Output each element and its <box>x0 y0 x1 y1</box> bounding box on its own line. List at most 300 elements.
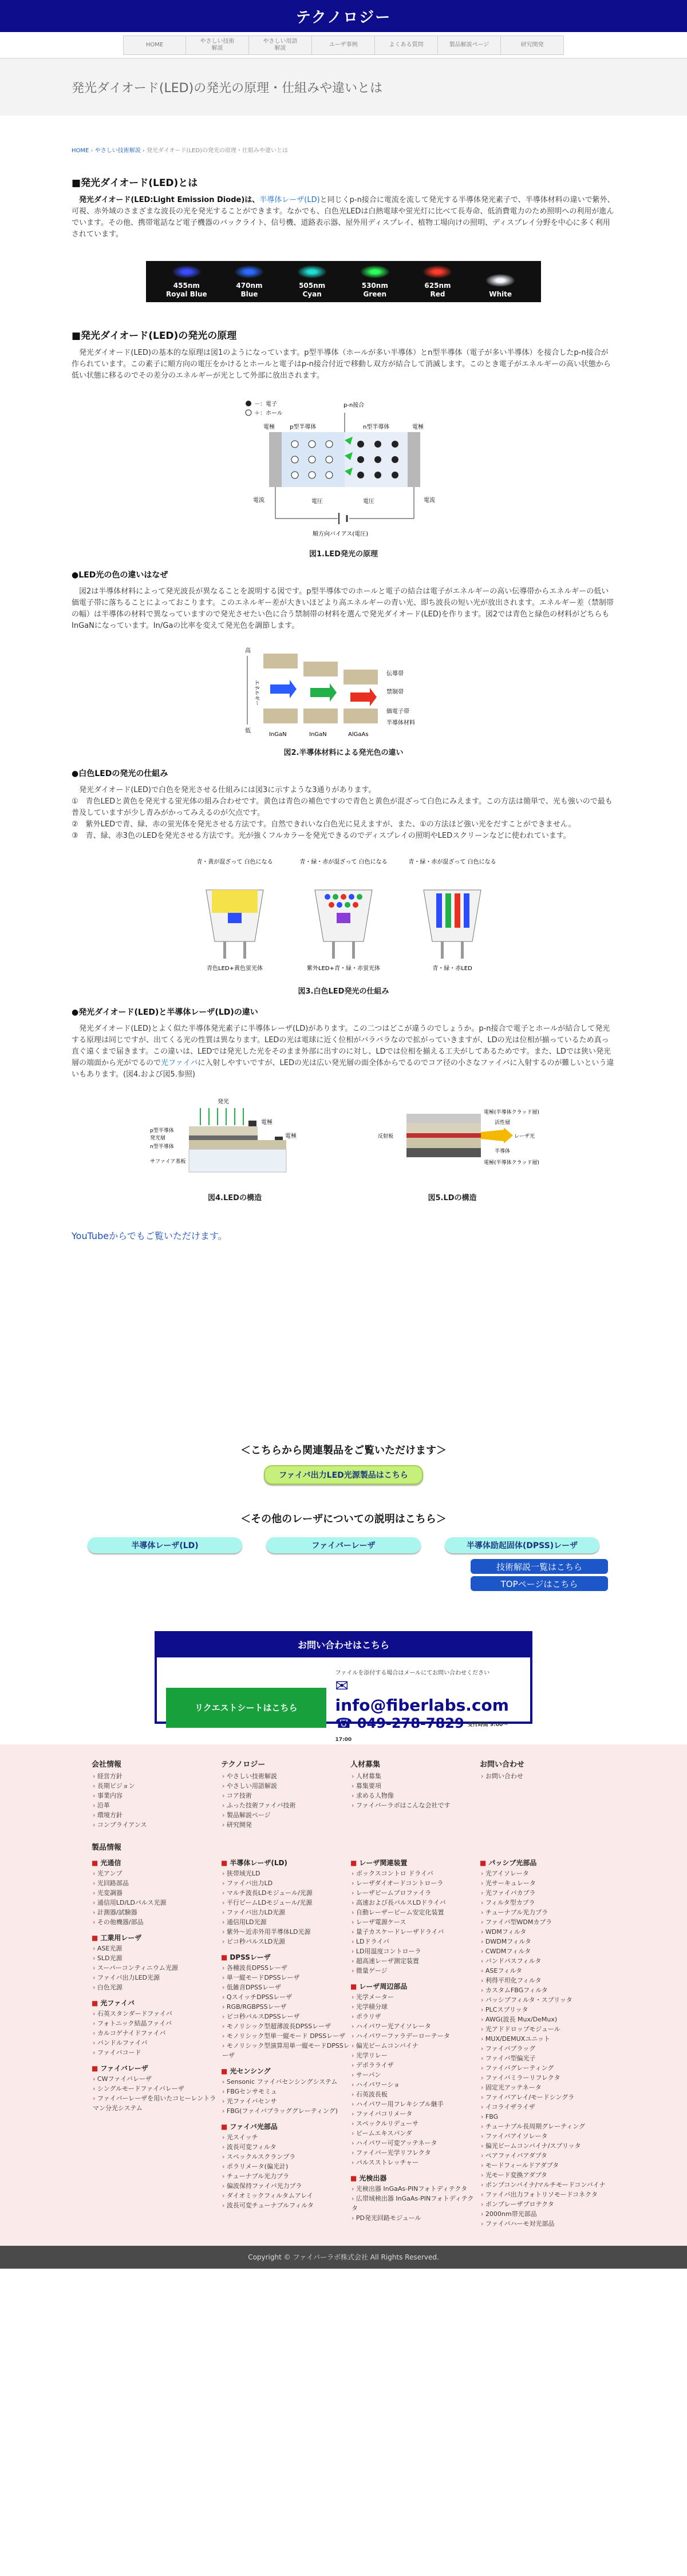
footer-product-link[interactable]: › ハイパワー用フレキシブル継手 <box>350 2099 480 2109</box>
footer-col-0 <box>92 1758 221 1830</box>
footer-product-link[interactable]: › デポラライザ <box>350 2060 480 2070</box>
led-cup-c <box>424 890 481 941</box>
footer-product-link[interactable]: › ファイバ型偏光子 <box>480 2053 609 2063</box>
label-method-c: 青・緑・赤LED <box>432 965 472 972</box>
site-footer <box>0 1744 687 2246</box>
footer-product-link[interactable]: › 平行ビームLDモジュール/光源 <box>221 1898 350 1908</box>
lead-c1 <box>441 941 444 959</box>
led-sample-4 <box>409 266 466 299</box>
contact-phone[interactable] <box>335 1715 521 1747</box>
fiber-led-products-button[interactable]: ファイバ出力LED光源製品はこちら <box>264 1465 423 1485</box>
footer-product-link[interactable]: › DWDMフィルタ <box>480 1937 609 1946</box>
footer-product-link[interactable]: › ハイパワー可変アッテネータ <box>350 2138 480 2148</box>
footer-product-link[interactable]: › カスタムFBGフィルタ <box>480 1985 609 1995</box>
footer-product-link[interactable]: › モノリシック型単一縦モード DPSSレーザ <box>221 2031 350 2041</box>
label-p-layer: p型半導体 <box>150 1128 174 1134</box>
footer-product-link[interactable]: › レーザビームプロファイラ <box>350 1888 480 1898</box>
led-wavelength: 455nm <box>173 282 200 290</box>
footer-product-link[interactable]: › FBG <box>480 2112 609 2122</box>
footer-col-heading: テクノロジー <box>221 1760 266 1769</box>
breadcrumb-sep: › <box>89 148 95 154</box>
active-layer <box>189 1135 258 1140</box>
led-intro-bold: 発光ダイオード(LED:Light Emission Diode)は、 <box>79 196 260 204</box>
lead-a2 <box>243 941 246 959</box>
semiconductor-laser-button[interactable]: 半導体レーザ(LD) <box>88 1537 242 1553</box>
footer-product-link[interactable]: › 光アドドロップモジュール <box>480 2024 609 2034</box>
footer-product-link[interactable]: › 通信用LD光源 <box>221 1917 350 1927</box>
footer-link[interactable]: › やさしい用語解説 <box>221 1781 350 1791</box>
footer-product-link[interactable]: › バンドパスフィルタ <box>480 1956 609 1966</box>
footer-product-category[interactable]: ■ レーザ関連装置 <box>350 1858 480 1867</box>
footer-product-link[interactable]: › ピコ秒パルスDPSSレーザ <box>221 2012 350 2021</box>
footer-product-link[interactable]: › ファイバ出力LD光源 <box>221 1908 350 1917</box>
footer-col-heading: 会社情報 <box>92 1760 122 1769</box>
footer-product-link[interactable]: › レーザダイオードコントローラ <box>350 1878 480 1888</box>
footer-link[interactable]: › やさしい技術解説 <box>221 1771 350 1781</box>
label-pn: p-n接合 <box>344 402 365 409</box>
figure-5 <box>366 1097 538 1202</box>
footer-product-category[interactable]: ■ 光ファイバ <box>92 1998 221 2008</box>
footer-product-link[interactable]: › イコライザライザ <box>480 2102 609 2112</box>
footer-product-link[interactable]: › スーパーコンティニウム光源 <box>92 1963 221 1973</box>
contact-body <box>157 1657 530 1758</box>
footer-product-link[interactable]: › MUX/DEMUXユニット <box>480 2034 609 2044</box>
top-page-button[interactable]: TOPページはこちら <box>471 1576 608 1591</box>
section-heading-principle: ■発光ダイオード(LED)の発光の原理 <box>72 330 237 342</box>
footer-product-link[interactable]: › RGB/RGBPSSレーザ <box>221 2002 350 2012</box>
led-sample-2 <box>283 266 341 299</box>
label-energy-high: 高 <box>245 648 251 654</box>
footer-product-link[interactable]: › 広帯域検出器 InGaAs-PINフォトディテクタ <box>350 2194 480 2213</box>
label-ld-el-bottom: 電極(半導体クラッド層) <box>484 1160 539 1166</box>
footer-link[interactable]: › 事業内容 <box>92 1791 221 1801</box>
label-energy-axis: エネルギー <box>254 680 259 706</box>
footer-product-link[interactable]: › 光変調器 <box>92 1888 221 1898</box>
cb-3 <box>344 670 378 684</box>
footer-top-columns <box>92 1758 687 1830</box>
footer-product-link[interactable]: › ビームエキスパンダ <box>350 2128 480 2138</box>
figure-2-caption: 図2.半導体材料による発光色の違い <box>283 749 404 757</box>
nav-item-5[interactable]: 製品解説ページ <box>438 35 501 55</box>
footer-col-heading: お問い合わせ <box>480 1760 525 1769</box>
footer-product-link[interactable]: › 光学メーター <box>350 1992 480 2002</box>
label-ld-el-top: 電極(半導体クラッド層) <box>484 1110 539 1115</box>
footer-product-link[interactable]: › チューナブル光力プラ <box>221 2171 350 2181</box>
link-semiconductor-laser[interactable]: 半導体レーザ(LD) <box>259 196 320 204</box>
footer-product-link[interactable]: › 固定光アッテネータ <box>480 2083 609 2092</box>
laser-links-row <box>0 1537 687 1553</box>
footer-product-category[interactable]: ■ 光通信 <box>92 1858 221 1867</box>
footer-product-category[interactable]: ■ パッシブ光部品 <box>480 1858 609 1867</box>
p-layer <box>189 1126 258 1135</box>
footer-product-link[interactable]: › 光ファイバセンサ <box>221 2096 350 2106</box>
contact-heading: お問い合わせはこちら <box>157 1633 530 1657</box>
led-intro-text: と同じくp-n接合に電流を流して発光する半導体発光素子で、半導体材料の違いで紫外、可視、赤外域のさまざまな波長の光を発光することができます。なかでも、白色光LEDは白熱電球や蛍光灯に比べて長寿命、低消費電力のため照明への利用が進んでいます。その他、携帯電話など電子機器のバックライト、信号機、道路表示器、屋外用ディスプレイ、植物工場向けの照明、ディスプレイ分野を中心に多く利用されています。 <box>72 196 615 239</box>
heading-led-color: ●LED光の色の違いはなぜ <box>72 571 168 580</box>
footer-product-link[interactable]: › 自動レーザービーム安定化装置 <box>350 1908 480 1917</box>
footer-product-link[interactable]: › CWファイバレーザ <box>92 2074 221 2084</box>
figure-2 <box>72 646 615 757</box>
footer-product-link[interactable]: › ポラリメータ(偏光計) <box>221 2162 350 2171</box>
footer-product-link[interactable]: › 通信用LD/LDパルス光源 <box>92 1898 221 1908</box>
footer-product-link[interactable]: › 狭帯域光LD <box>221 1869 350 1878</box>
footer-product-link[interactable]: › ピコ秒パルスLD光源 <box>221 1937 350 1946</box>
footer-product-link[interactable]: › 光回路部品 <box>92 1878 221 1888</box>
footer-product-link[interactable]: › スペックルリデューサ <box>350 2119 480 2128</box>
label-current-left: 電流 <box>253 497 264 504</box>
footer-col-1 <box>221 1758 350 1830</box>
heading-white-led: ●白色LEDの発光の仕組み <box>72 769 168 778</box>
label-method-b: 紫外LED+青・緑・赤蛍光体 <box>307 965 380 972</box>
white-led-diagram <box>196 856 496 982</box>
footer-product-link[interactable]: › 量子カスケードレーザドライバ <box>350 1927 480 1937</box>
footer-product-link[interactable]: › サーパン <box>350 2070 480 2080</box>
footer-link[interactable]: › 人材募集 <box>350 1771 480 1781</box>
related-heading: ＜こちらから関連製品をご覧いただけます＞ <box>240 1445 447 1457</box>
request-sheet-button[interactable]: リクエストシートはこちら <box>166 1688 326 1728</box>
label-material-3: AlGaAs <box>348 731 369 738</box>
contact-phone-text: 049-278-7829 <box>357 1715 464 1731</box>
ld-structure-diagram <box>366 1097 538 1188</box>
nav-item-4[interactable]: よくある質問 <box>375 35 438 55</box>
footer-product-link[interactable]: › 単一縦モードDPSSレーザ <box>221 1973 350 1983</box>
photon-green <box>310 683 337 702</box>
label-forward-bias: 順方向バイアス(電圧) <box>313 531 369 537</box>
footer-product-link[interactable]: › ファイバ出力フォトリソモードコネクタ <box>480 2190 609 2199</box>
breadcrumb <box>0 116 687 154</box>
led-glow <box>423 266 452 278</box>
phone-icon: ☎ <box>335 1715 357 1731</box>
footer-product-link[interactable]: › ファイバ型WDMカプラ <box>480 1917 609 1927</box>
footer-product-link[interactable]: › ハイパワー光アイソレータ <box>350 2021 480 2031</box>
footer-product-col-3 <box>480 1852 609 2229</box>
footer-product-link[interactable]: › LD用温度コントローラ <box>350 1946 480 1956</box>
footer-link[interactable]: › 製品解説ページ <box>221 1810 350 1820</box>
footer-product-category[interactable]: ■ 工業用レーザ <box>92 1933 221 1942</box>
footer-product-link[interactable]: › フォトニック結晶ファイバ <box>92 2019 221 2028</box>
footer-product-link[interactable]: › PD発光回路モジュール <box>350 2213 480 2223</box>
led-color-name: Royal Blue <box>166 290 207 298</box>
nav-item-3[interactable]: ユーザ事例 <box>312 35 375 55</box>
led-wavelength: 625nm <box>424 282 451 290</box>
heading-led-vs-ld: ●発光ダイオード(LED)と半導体レーザ(LD)の違い <box>72 1008 258 1017</box>
breadcrumb-current: 発光ダイオード(LED)の発光の原理・仕組みや違いとは <box>147 148 288 154</box>
label-method-b-top: 青・緑・赤が混ざって 白色になる <box>299 859 388 865</box>
footer-product-category[interactable]: ■ ファイバ光部品 <box>221 2122 350 2131</box>
footer-product-link[interactable]: › ファイバアレイ/モードシングラ <box>480 2092 609 2102</box>
footer-product-link[interactable]: › 白色光源 <box>92 1983 221 1992</box>
breadcrumb-parent[interactable]: やさしい技術解説 <box>94 148 141 154</box>
footer-product-link[interactable]: › ASEフィルタ <box>480 1966 609 1976</box>
ld-electrode-top <box>406 1114 481 1123</box>
footer-product-link[interactable]: › 石英波長板 <box>350 2090 480 2099</box>
footer-product-link[interactable]: › フィルタ型カプラ <box>480 1898 609 1908</box>
led-sample-0 <box>158 266 215 299</box>
link-optical-fiber[interactable]: 光ファイバ <box>161 1059 198 1067</box>
lead-a1 <box>223 941 226 959</box>
footer-product-link[interactable]: › 高速および長パルスLDドライバ <box>350 1898 480 1908</box>
label-light: 発光 <box>218 1099 229 1105</box>
fiber-laser-button[interactable]: ファイバーレーザ <box>266 1537 421 1553</box>
footer-product-link[interactable]: › ファイバハーモ対光部品 <box>480 2219 609 2229</box>
footer-product-link[interactable]: › 微量ゲージ <box>350 1966 480 1976</box>
footer-product-link[interactable]: › バンドルファイバ <box>92 2038 221 2048</box>
other-lasers-heading: ＜その他のレーザについての説明はこちら＞ <box>240 1513 447 1525</box>
footer-product-category[interactable]: ■ レーザ周辺部品 <box>350 1981 480 1991</box>
page-title: 発光ダイオード(LED)の発光の原理・仕組みや違いとは <box>72 81 383 96</box>
footer-product-link[interactable]: › ファイバアイソレータ <box>480 2131 609 2141</box>
footer-product-link[interactable]: › ポンプコンバイナ/マルチモードコンバイナ <box>480 2180 609 2190</box>
footer-product-link[interactable]: › WDMフィルタ <box>480 1927 609 1937</box>
footer-product-link[interactable]: › ファイバ出力LD <box>221 1878 350 1888</box>
footer-product-link[interactable]: › チューナブル光力プラ <box>480 1908 609 1917</box>
label-active-layer: 発光層 <box>150 1135 166 1141</box>
label-electrode-left: 電極 <box>263 424 275 430</box>
footer-link[interactable]: › 求める人物像 <box>350 1791 480 1801</box>
footer-product-link[interactable]: › ファイバー光学リフレクタ <box>350 2148 480 2158</box>
footer-link[interactable]: › 研究開発 <box>221 1820 350 1830</box>
holes <box>291 441 333 478</box>
footer-product-col-0 <box>92 1852 221 2229</box>
footer-product-link[interactable]: › モノリシック型演算用単一縦モードDPSSレーザ <box>221 2041 350 2060</box>
label-ld-active: 活性層 <box>495 1120 511 1126</box>
label-method-a: 青色LED+黄色蛍光体 <box>207 965 263 972</box>
blue-chip-a <box>228 913 242 923</box>
footer-product-link[interactable]: › 超高速レーザ測定装置 <box>350 1956 480 1966</box>
contact-box <box>155 1631 532 1743</box>
led-sample-5 <box>472 274 529 299</box>
footer-product-link[interactable]: › Sensonic ファイバセンシングシステム <box>221 2077 350 2087</box>
footer-product-link[interactable]: › 波長可変フィルタ <box>221 2142 350 2152</box>
footer-product-link[interactable]: › ファイバブラッグ <box>480 2044 609 2053</box>
contact-email[interactable] <box>335 1676 521 1715</box>
footer-product-link[interactable]: › 2000nm帯光部品 <box>480 2209 609 2219</box>
label-conduction-band: 伝導帯 <box>386 671 404 677</box>
footer-col-2 <box>350 1758 480 1830</box>
footer-link[interactable]: › コア技術 <box>221 1791 350 1801</box>
footer-product-category[interactable]: ■ DPSSレーザ <box>221 1952 350 1962</box>
lead-c2 <box>461 941 464 959</box>
footer-product-link[interactable]: › 光サーキュレータ <box>480 1878 609 1888</box>
nav-item-1[interactable]: やさしい技術 解説 <box>186 35 249 55</box>
footer-product-link[interactable]: › パルスストレッチャー <box>350 2158 480 2167</box>
footer-product-link[interactable]: › 光スイッチ <box>221 2132 350 2142</box>
label-material-1: InGaN <box>269 731 287 738</box>
section-heading-led: ■発光ダイオード(LED)とは <box>72 177 198 189</box>
footer-product-link[interactable]: › ファイバミラーリフレクタ <box>480 2073 609 2083</box>
footer-product-link[interactable]: › ハイパワーショ <box>350 2080 480 2090</box>
dpss-laser-button[interactable]: 半導体励起固体(DPSS)レーザ <box>445 1537 599 1553</box>
led-structure-diagram <box>149 1097 321 1188</box>
figure-3 <box>72 856 615 996</box>
footer-product-link[interactable]: › 波長可変チューナブルフィルタ <box>221 2201 350 2210</box>
footer-link[interactable]: › ファイバーラボはこんな会社です <box>350 1801 480 1810</box>
footer-product-link[interactable]: › 光検出器 InGaAs-PINフォトディテクタ <box>350 2184 480 2194</box>
ld-active <box>406 1133 481 1138</box>
footer-product-link[interactable]: › FBG(ファイバブラッググレーティング) <box>221 2106 350 2116</box>
site-header <box>0 0 687 32</box>
footer-link[interactable]: › 長期ビジョン <box>92 1781 221 1791</box>
led-color-name: Red <box>430 290 445 298</box>
footer-product-col-1 <box>221 1852 350 2229</box>
footer-product-link[interactable]: › ポラリザ <box>350 2012 480 2021</box>
ld-clad-top <box>406 1123 481 1133</box>
footer-product-link[interactable]: › CWDMフィルタ <box>480 1946 609 1956</box>
footer-product-link[interactable]: › ペアファイバアダプタ <box>480 2151 609 2160</box>
footer-product-link[interactable]: › チューナブル長周期グレーティング <box>480 2122 609 2131</box>
red-led-c <box>455 893 460 928</box>
footer-product-link[interactable]: › カルコゲナイドファイバ <box>92 2028 221 2038</box>
electrode-left <box>269 432 282 487</box>
footer-product-category[interactable]: ■ 半導体レーザ(LD) <box>221 1858 350 1867</box>
footer-product-link[interactable]: › AWG(波長 Mux/DeMux) <box>480 2015 609 2024</box>
footer-product-link[interactable]: › 偏波保持ファイバ光力プラ <box>221 2181 350 2191</box>
led-principle-diagram <box>240 395 447 544</box>
footer-product-link[interactable]: › その他機器/部品 <box>92 1917 221 1927</box>
label-voltage-right: 電圧 <box>363 498 374 505</box>
label-material-2: InGaN <box>309 731 327 738</box>
footer-product-link[interactable]: › FBGセンサモミュ <box>221 2087 350 2096</box>
footer-link[interactable]: › 沿革 <box>92 1801 221 1810</box>
footer-product-link[interactable]: › 石英スタンダードファイバ <box>92 2009 221 2019</box>
led-wavelength: 505nm <box>299 282 326 290</box>
led-vs-ld-text-a: 発光ダイオード(LED)とよく似た半導体発光素子に半導体レーザ(LD)があります。この二つはどこが違うのでしょうか。p-n接合で電子とホールが結合して発光する原理は同じですが、出てくる光の性質は異なります。LEDの光は電球に近く位相がバラバラなので拡がっていきますが、LDの光は位相が揃っているため真っ直ぐ遠くまで届きます。この違いは、LEDでは発光した光をそのまま外部に出すのに対し、LDでは位相を揃える工夫がしてあるためです。また、LDでは狭い発光層の端面から光がでるので <box>72 1024 611 1067</box>
led-vs-ld-paragraph <box>72 1023 615 1081</box>
footer-product-link[interactable]: › ファイバ出力LED光源 <box>92 1973 221 1983</box>
footer-col-heading: 人材募集 <box>350 1760 381 1769</box>
footer-product-link[interactable]: › 光学リレー <box>350 2051 480 2060</box>
ld-clad-bottom <box>406 1138 481 1148</box>
footer-product-category[interactable]: ■ 光センシング <box>221 2066 350 2076</box>
footer-product-link[interactable]: › 各種波長DPSSレーザ <box>221 1963 350 1973</box>
footer-product-link[interactable]: › ファイバグレーティング <box>480 2063 609 2073</box>
footer-product-link[interactable]: › スペックルスクランブラ <box>221 2152 350 2162</box>
footer-col-3 <box>480 1758 609 1830</box>
led-sample-1 <box>220 266 278 299</box>
led-color-name: Blue <box>240 290 258 298</box>
footer-product-link[interactable]: › QスイッチDPSSレーザ <box>221 1992 350 2002</box>
substrate <box>189 1149 286 1172</box>
white-led-method-1: ① 青色LEDと黄色を発光する蛍光体の組み合わせです。黄色は青色の補色ですので青色と黄色が混ざって白色にみえます。この方法は簡単で、光も強いので最も普及していますが少し青みがかってみえるのが欠点です。 <box>72 797 613 817</box>
figure-5-caption: 図5.LDの構造 <box>428 1194 477 1202</box>
label-voltage-left: 電圧 <box>311 498 323 505</box>
figure-3-caption: 図3.白色LED発光の仕組み <box>298 987 389 996</box>
footer-link[interactable]: › コンプライアンス <box>92 1820 221 1830</box>
led-glow <box>172 266 201 278</box>
youtube-link[interactable]: YouTubeからでもご覧いただけます。 <box>72 1230 227 1241</box>
electrode-right <box>408 432 420 487</box>
footer-link[interactable]: › 環境方針 <box>92 1810 221 1820</box>
footer-product-link[interactable]: › レーザ電源ケース <box>350 1917 480 1927</box>
footer-product-link[interactable]: › ASE光源 <box>92 1944 221 1953</box>
footer-product-link[interactable]: › 紫外〜近赤外用半導体LD光源 <box>221 1927 350 1937</box>
blue-led-c2 <box>464 893 469 928</box>
footer-product-link[interactable]: › ダイオミックフィルタムアレイ <box>221 2191 350 2201</box>
nav-item-6[interactable]: 研究開発 <box>501 35 564 55</box>
electrode-n <box>275 1137 283 1140</box>
footer-link[interactable]: › 募集要項 <box>350 1781 480 1791</box>
footer-product-link[interactable]: › モードフィールドアダプタ <box>480 2160 609 2170</box>
footer-product-link[interactable]: › シングルモードファイバレーザ <box>92 2084 221 2094</box>
led-color-name: Green <box>363 290 387 298</box>
electron-legend-icon <box>246 401 251 406</box>
label-valence-band: 価電子帯 <box>386 709 409 715</box>
footer-product-link[interactable]: › ポンプレーザプロテクタ <box>480 2199 609 2209</box>
laser-beam-arrow <box>481 1127 513 1143</box>
tech-list-button[interactable]: 技術解説一覧はこちら <box>471 1559 608 1574</box>
footer-product-link[interactable]: › SLD光源 <box>92 1953 221 1963</box>
footer-product-link[interactable]: › モノリシック型超薄波長DPSSレーザ <box>221 2021 350 2031</box>
footer-product-link[interactable]: › ファイバーレーザを用いたコヒーレントラマン分光システム <box>92 2094 221 2113</box>
hole-legend-icon <box>246 410 251 416</box>
footer-product-link[interactable]: › ファイバコリメータ <box>350 2109 480 2119</box>
legend-hole: ＋：ホール <box>254 410 283 417</box>
footer-product-link[interactable]: › 偏光ビームコンバイナ <box>350 2041 480 2051</box>
footer-product-link[interactable]: › 光ファイバカプラ <box>480 1888 609 1898</box>
footer-product-link[interactable]: › ファイバコード <box>92 2048 221 2057</box>
footer-product-link[interactable]: › 光モード変換アダプタ <box>480 2170 609 2180</box>
footer-product-link[interactable]: › ボックスコントロ ドライバ <box>350 1869 480 1878</box>
contact-email-text: info@fiberlabs.com <box>335 1696 509 1715</box>
main-content <box>72 175 615 1442</box>
label-electrode-top: 電極 <box>261 1119 273 1126</box>
figure-4-5-row <box>72 1097 615 1202</box>
nav-item-2[interactable]: やさしい用語 解説 <box>249 35 312 55</box>
footer-product-category[interactable]: ■ ファイバレーザ <box>92 2063 221 2073</box>
label-n-layer: n型半導体 <box>150 1144 174 1150</box>
label-ld-clad: 半導体 <box>495 1149 511 1154</box>
footer-product-link[interactable]: › 光学積分球 <box>350 2002 480 2012</box>
lead-b2 <box>352 941 355 959</box>
footer-product-link[interactable]: › 計測器/試験器 <box>92 1908 221 1917</box>
footer-link[interactable]: › ふった技術ファイバ技術 <box>221 1801 350 1810</box>
footer-product-link[interactable]: › LDドライバ <box>350 1937 480 1946</box>
footer-product-category[interactable]: ■ 光検出器 <box>350 2173 480 2183</box>
nav-item-0[interactable]: HOME <box>123 35 186 55</box>
breadcrumb-home[interactable]: HOME <box>72 148 89 154</box>
footer-link[interactable]: › お問い合わせ <box>480 1771 609 1781</box>
principle-paragraph: 発光ダイオード(LED)の基本的な原理は図1のようになっています。p型半導体（ホールが多い半導体）とn型半導体（電子が多い半導体）を接合したp-n接合が作られています。この素子に順方向の電圧をかけるとホールと電子はp-n接合付近で移動し双方が結合して消滅します。このとき電子がエネルギーの高い状態から低い状態に移るのでその差分のエネルギーが光として外部に放出されます。 <box>72 349 611 380</box>
label-method-c-top: 青・緑・赤が混ざって 白色になる <box>408 859 496 865</box>
label-current-right: 電流 <box>424 497 435 504</box>
footer-product-link[interactable]: › ハイパワーファラデーローテータ <box>350 2031 480 2041</box>
footer-link[interactable]: › 経営方針 <box>92 1771 221 1781</box>
footer-product-link[interactable]: › マルチ波長LDモジュール/光源 <box>221 1888 350 1898</box>
footer-product-link[interactable]: › PLCスプリッタ <box>480 2005 609 2015</box>
label-n-type: n型半導体 <box>363 424 390 430</box>
blue-led-c <box>436 893 442 928</box>
footer-product-link[interactable]: › 偏光ビームコンバイナ/スプリッタ <box>480 2141 609 2151</box>
footer-product-link[interactable]: › 利得平坦化フィルタ <box>480 1976 609 1985</box>
footer-product-link[interactable]: › 光アンプ <box>92 1869 221 1878</box>
green-led-c <box>445 893 451 928</box>
footer-product-link[interactable]: › パッシブフィルタ・スプリッタ <box>480 1995 609 2005</box>
footer-product-link[interactable]: › 低雑音DPSSレーザ <box>221 1983 350 1992</box>
contact-hours: 受付時間 9:00～17:00 <box>335 1722 508 1743</box>
youtube-embed-area <box>72 1242 615 1442</box>
mail-icon: ✉ <box>335 1676 349 1695</box>
footer-product-col-2 <box>350 1852 480 2229</box>
label-band-gap: 禁制帯 <box>386 689 404 695</box>
photon-blue <box>270 680 297 698</box>
footer-product-link[interactable]: › 光アイソレータ <box>480 1869 609 1878</box>
label-electrode-right: 電極 <box>412 424 424 430</box>
led-glow <box>361 266 389 278</box>
led-color-name: White <box>489 290 512 298</box>
site-logo[interactable]: テクノロジー <box>295 9 392 26</box>
cb-1 <box>263 654 298 668</box>
label-electrode-n: 電極 <box>285 1133 297 1139</box>
